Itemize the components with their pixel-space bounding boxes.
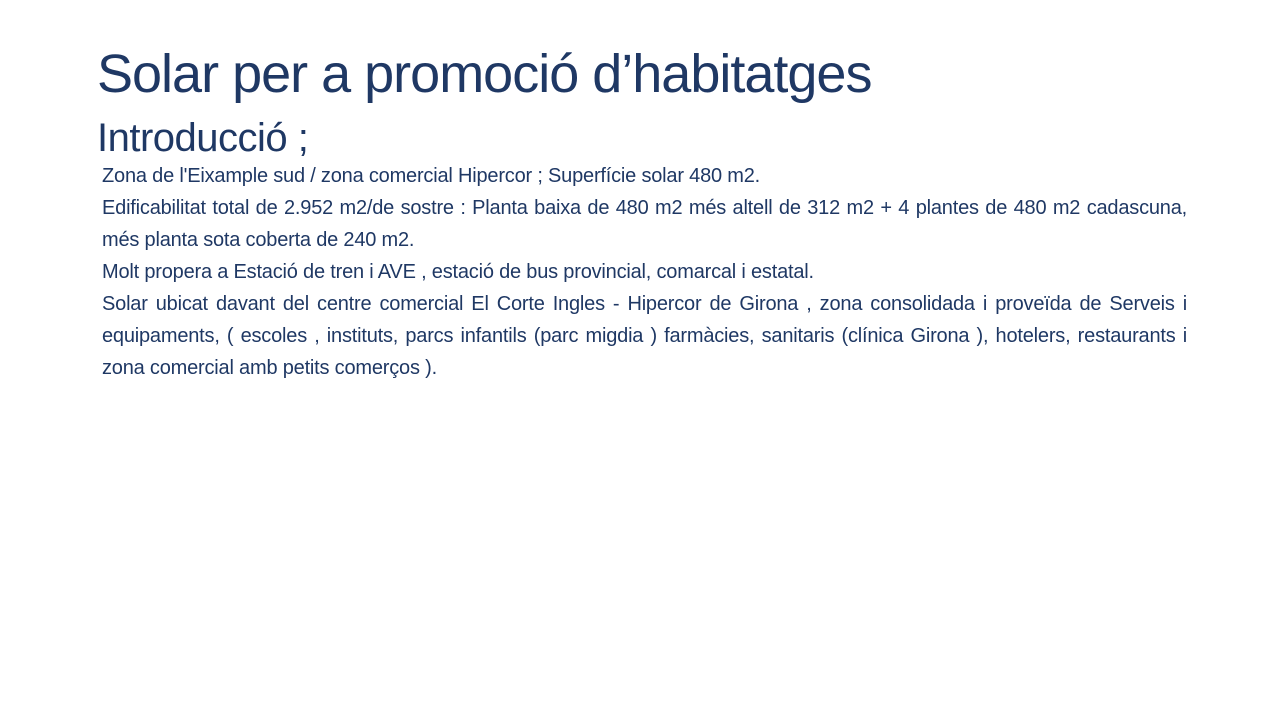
paragraph-zone: Zona de l'Eixample sud / zona comercial Hipercor ; Superfície solar 480 m2. — [102, 165, 761, 187]
paragraph-edificability: Edificabilitat total de 2.952 m2/de sostre : Planta baixa de 480 m2 més altell de 312 m2 + 4 plantes de 480 m2 cadascuna, més planta sota coberta de 240 m2. — [102, 197, 1187, 251]
paragraph-location-services: Solar ubicat davant del centre comercial El Corte Ingles - Hipercor de Girona , zona consolidada i proveïda de Serveis i equipaments, ( escoles , instituts, parcs infantils (parc migdia ) farmàcies, sanitaris (clínica Girona ), hotelers, restaurants i zona comercial amb petits comerços ). — [102, 293, 1187, 379]
slide-content — [97, 44, 1187, 384]
slide-title: Solar per a promoció d’habitatges — [97, 44, 872, 104]
paragraph-transport: Molt propera a Estació de tren i AVE , estació de bus provincial, comarcal i estatal. — [102, 261, 814, 283]
slide-subtitle: Introducció ; — [97, 116, 309, 160]
slide-body — [102, 160, 1187, 384]
